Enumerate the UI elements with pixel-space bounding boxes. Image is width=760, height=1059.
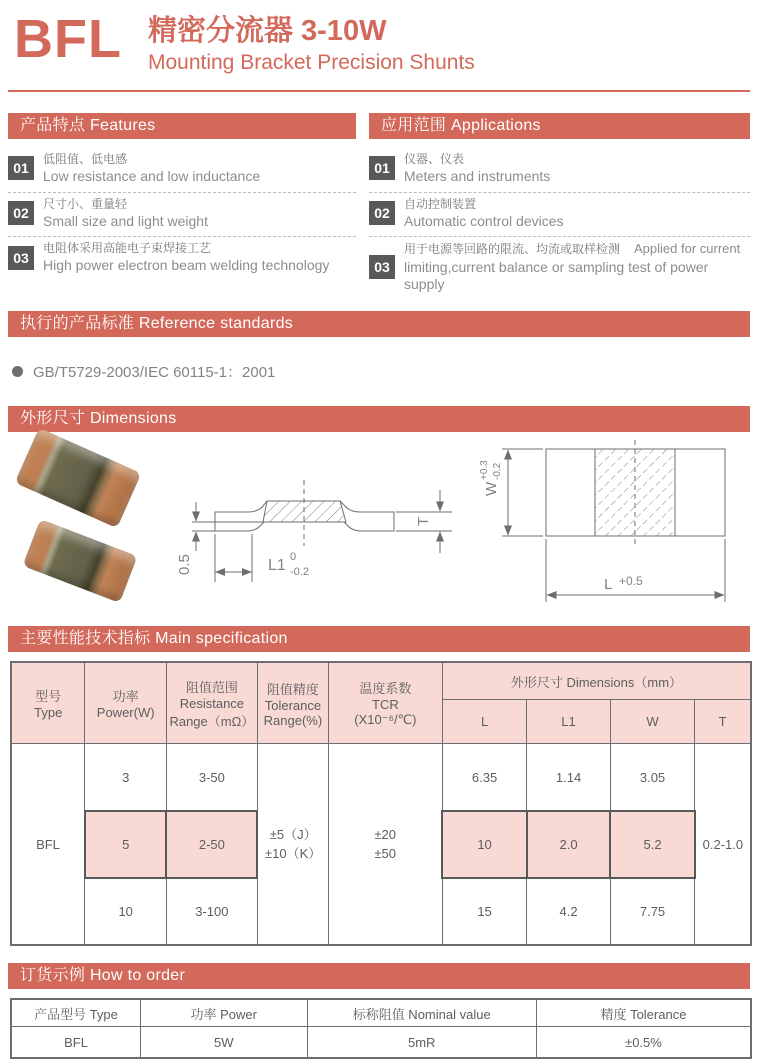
dim-label-l1: L1 (268, 556, 286, 574)
application-text-zh: 仪器、仪表 (404, 151, 465, 166)
order-cell-power: 5W (141, 1027, 308, 1058)
order-section (0, 963, 760, 1059)
order-column-type: 产品型号 Type (11, 999, 141, 1027)
specification-heading-bar: 主要性能技术指标 Main specification (8, 626, 750, 652)
bullet-icon (12, 366, 23, 377)
application-text-en: Meters and instruments (404, 168, 551, 185)
column-header-resistance: 阻值范围 Resistance Range（mΩ） (166, 662, 257, 744)
side-view-drawing (172, 472, 464, 604)
order-column-tolerance: 精度 Tolerance (536, 999, 751, 1027)
order-cell-nominal: 5mR (307, 1027, 536, 1058)
page-header (0, 0, 760, 75)
column-header-L1: L1 (527, 700, 611, 744)
application-number-badge: 03 (369, 255, 395, 279)
cell-L1: 4.2 (527, 878, 611, 945)
order-column-power: 功率 Power (141, 999, 308, 1027)
application-item (369, 193, 750, 238)
order-cell-tolerance: ±0.5% (536, 1027, 751, 1058)
cell-power: 5 (85, 811, 166, 878)
dim-label-w: W (483, 481, 500, 496)
column-header-type: 型号 Type (11, 662, 85, 744)
feature-text-zh: 电阻体采用高能电子束焊接工艺 (43, 241, 212, 256)
feature-number-badge: 03 (8, 246, 34, 270)
column-header-W: W (610, 700, 694, 744)
cell-resistance: 2-50 (166, 811, 257, 878)
cell-tcr: ±20 ±50 (328, 744, 442, 945)
features-heading-bar: 产品特点 Features (8, 113, 356, 139)
order-header-row (11, 999, 751, 1027)
page-title-en: Mounting Bracket Precision Shunts (147, 50, 475, 74)
application-text-en: Automatic control devices (404, 212, 564, 229)
column-header-T: T (695, 700, 751, 744)
column-header-tolerance: 阻值精度 Tolerance Range(%) (257, 662, 328, 744)
dim-label-l-sup: +0.5 (619, 573, 643, 588)
cell-L: 15 (442, 878, 526, 945)
order-cell-type: BFL (11, 1027, 141, 1058)
specification-table (10, 661, 752, 946)
application-text-en-inline: Applied for current (634, 241, 741, 257)
feature-number-badge: 02 (8, 201, 34, 225)
features-section (8, 113, 356, 300)
feature-text-zh: 低阻值、低电感 (43, 151, 128, 166)
cell-L1: 2.0 (527, 811, 611, 878)
applications-list (369, 148, 750, 300)
cell-type: BFL (11, 744, 85, 945)
cell-resistance: 3-50 (166, 744, 257, 811)
title-block (148, 14, 475, 75)
application-text-en: limiting,current balance or sampling test of power supply (404, 258, 709, 293)
standards-heading-bar: 执行的产品标准 Reference standards (8, 311, 750, 337)
cell-W: 5.2 (610, 811, 694, 878)
standards-section (0, 311, 760, 382)
feature-item (8, 237, 356, 281)
application-number-badge: 01 (369, 156, 395, 180)
column-header-dimensions-group: 外形尺寸 Dimensions（mm） (442, 662, 751, 700)
dim-label-l: L (604, 575, 613, 593)
column-header-power: 功率 Power(W) (85, 662, 166, 744)
dim-label-l1-sup: 0 (290, 550, 297, 563)
specification-section (0, 626, 760, 946)
order-value-row (11, 1027, 751, 1058)
cell-W: 3.05 (610, 744, 694, 811)
feature-text-zh: 尺寸小、重量轻 (43, 196, 128, 211)
dim-label-offset: 0.5 (176, 553, 193, 575)
product-photo-1 (15, 428, 142, 528)
application-text-zh: 自动控制装置 (404, 196, 477, 211)
column-header-tcr: 温度系数 TCR (X10⁻⁶/℃) (328, 662, 442, 744)
standards-item (12, 361, 760, 382)
feature-text-en: High power electron beam welding technology (43, 257, 330, 274)
applications-heading-bar: 应用范围 Applications (369, 113, 750, 139)
feature-text-en: Low resistance and low inductance (43, 168, 261, 185)
feature-item (8, 148, 356, 193)
application-item (369, 148, 750, 193)
application-number-badge: 02 (369, 201, 395, 225)
cell-power: 3 (85, 744, 166, 811)
dim-label-t: T (415, 516, 432, 526)
product-photo-2 (22, 519, 137, 603)
feature-item (8, 193, 356, 238)
order-table (10, 998, 752, 1059)
cell-L: 6.35 (442, 744, 526, 811)
dim-label-w-sub: -0.2 (492, 462, 503, 480)
spec-row-3w (11, 744, 751, 811)
cell-T-range: 0.2-1.0 (695, 744, 751, 945)
feature-number-badge: 01 (8, 156, 34, 180)
dimensions-figure (0, 432, 760, 620)
dimensions-heading-bar: 外形尺寸 Dimensions (8, 406, 750, 432)
cell-L: 10 (442, 811, 526, 878)
header-divider (8, 90, 750, 92)
cell-tolerance: ±5（J） ±10（K） (257, 744, 328, 945)
features-list (8, 148, 356, 281)
column-header-L: L (442, 700, 526, 744)
order-heading-bar: 订货示例 How to order (8, 963, 750, 989)
cell-resistance: 3-100 (166, 878, 257, 945)
application-text-zh: 用于电源等回路的限流、均流或取样检测 Applied for current (404, 241, 741, 257)
cell-L1: 1.14 (527, 744, 611, 811)
application-item (369, 237, 750, 300)
cell-power: 10 (85, 878, 166, 945)
dim-label-l1-sub: -0.2 (290, 565, 309, 578)
applications-section (369, 113, 750, 300)
dim-label-w-sup: +0.3 (479, 460, 490, 480)
features-applications-row (8, 113, 750, 300)
feature-text-en: Small size and light weight (43, 212, 208, 229)
order-column-nominal: 标称阻值 Nominal value (307, 999, 536, 1027)
brand-logo: BFL (14, 9, 122, 69)
page-title-zh: 精密分流器 3-10W (147, 15, 387, 47)
standards-text: GB/T5729-2003/IEC 60115-1：2001 (33, 363, 276, 381)
top-view-drawing (478, 434, 750, 612)
dimensions-section (0, 406, 760, 620)
cell-W: 7.75 (610, 878, 694, 945)
